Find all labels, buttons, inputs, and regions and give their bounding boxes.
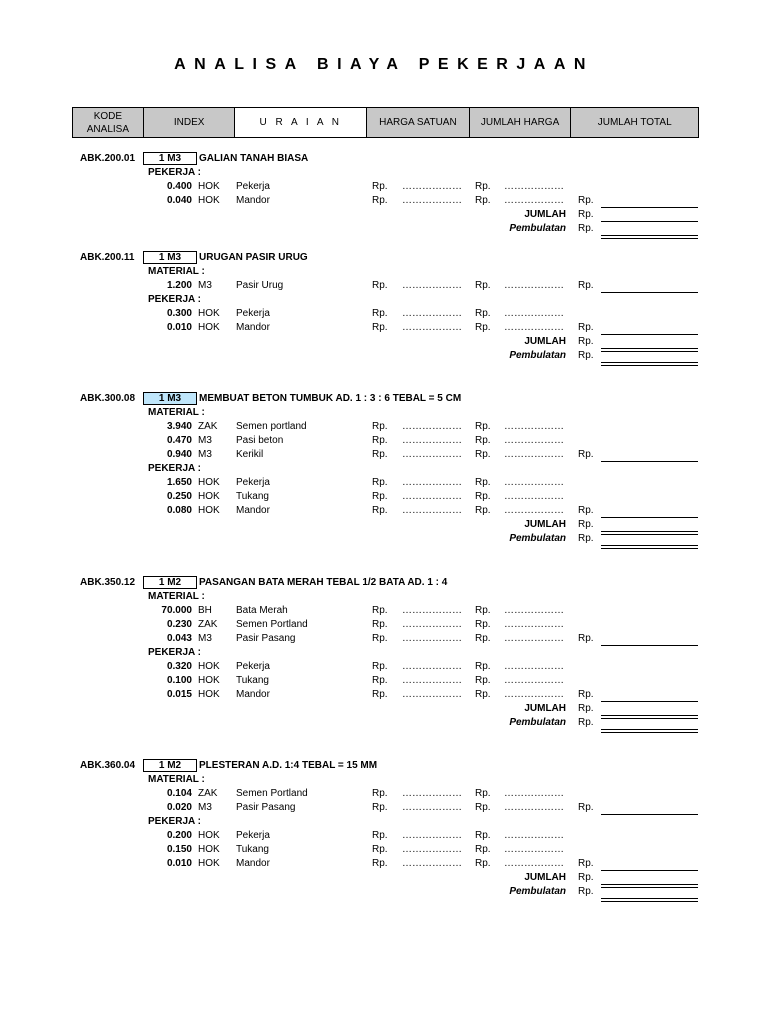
- double-underline: [601, 715, 698, 719]
- harga-satuan-placeholder: ………………: [402, 605, 462, 616]
- jumlah-rp: Rp.: [578, 872, 594, 883]
- item-name: Pekerja: [236, 830, 270, 841]
- item-unit: HOK: [198, 858, 220, 869]
- item-coefficient: 0.250: [166, 491, 192, 502]
- harga-satuan-rp: Rp.: [372, 435, 388, 446]
- item-name: Semen portland: [236, 421, 307, 432]
- item-unit: ZAK: [198, 421, 218, 432]
- jumlah-harga-rp: Rp.: [475, 505, 491, 516]
- harga-satuan-rp: Rp.: [372, 449, 388, 460]
- jumlah-harga-placeholder: ………………: [504, 661, 564, 672]
- item-unit: ZAK: [198, 788, 218, 799]
- table-header: [72, 107, 699, 138]
- section-unit: 1 M2: [143, 759, 197, 772]
- harga-satuan-rp: Rp.: [372, 505, 388, 516]
- group-label: PEKERJA :: [148, 463, 201, 474]
- group-label: MATERIAL :: [148, 266, 205, 277]
- jumlah-harga-placeholder: ………………: [504, 195, 564, 206]
- item-name: Pekerja: [236, 308, 270, 319]
- jumlah-harga-placeholder: ………………: [504, 421, 564, 432]
- jumlah-harga-placeholder: ………………: [504, 280, 564, 291]
- total-underline: [601, 870, 698, 871]
- jumlah-harga-placeholder: ………………: [504, 788, 564, 799]
- item-coefficient: 0.040: [166, 195, 192, 206]
- harga-satuan-rp: Rp.: [372, 605, 388, 616]
- item-unit: HOK: [198, 830, 220, 841]
- harga-satuan-rp: Rp.: [372, 844, 388, 855]
- double-underline: [601, 362, 698, 366]
- double-underline: [601, 545, 698, 549]
- total-underline: [601, 292, 698, 293]
- item-name: Mandor: [236, 322, 270, 333]
- double-underline: [601, 898, 698, 902]
- group-label: PEKERJA :: [148, 647, 201, 658]
- section-code: ABK.200.11: [80, 252, 135, 263]
- item-coefficient: 0.150: [166, 844, 192, 855]
- section-unit: 1 M3: [143, 251, 197, 264]
- harga-satuan-placeholder: ………………: [402, 491, 462, 502]
- jumlah-harga-placeholder: ………………: [504, 308, 564, 319]
- group-label: PEKERJA :: [148, 294, 201, 305]
- item-unit: M3: [198, 280, 212, 291]
- harga-satuan-placeholder: ………………: [402, 675, 462, 686]
- jumlah-rp: Rp.: [578, 703, 594, 714]
- total-underline: [601, 207, 698, 208]
- header-jumlah-harga: JUMLAH HARGA: [470, 108, 572, 137]
- item-name: Pasir Pasang: [236, 802, 296, 813]
- jumlah-harga-placeholder: ………………: [504, 491, 564, 502]
- double-underline: [601, 729, 698, 733]
- pembulatan-label: Pembulatan: [509, 223, 566, 234]
- harga-satuan-rp: Rp.: [372, 788, 388, 799]
- harga-satuan-placeholder: ………………: [402, 195, 462, 206]
- header-index: INDEX: [144, 108, 236, 137]
- harga-satuan-placeholder: ………………: [402, 421, 462, 432]
- item-coefficient: 0.300: [166, 308, 192, 319]
- group-label: MATERIAL :: [148, 407, 205, 418]
- group-label: MATERIAL :: [148, 591, 205, 602]
- harga-satuan-rp: Rp.: [372, 181, 388, 192]
- harga-satuan-placeholder: ………………: [402, 844, 462, 855]
- group-total-rp: Rp.: [578, 689, 594, 700]
- header-jumlah-total: JUMLAH TOTAL: [597, 117, 672, 128]
- item-coefficient: 0.010: [166, 858, 192, 869]
- pembulatan-rp: Rp.: [578, 350, 594, 361]
- pembulatan-label: Pembulatan: [509, 533, 566, 544]
- jumlah-label: JUMLAH: [524, 703, 566, 714]
- harga-satuan-rp: Rp.: [372, 619, 388, 630]
- jumlah-harga-placeholder: ………………: [504, 802, 564, 813]
- harga-satuan-placeholder: ………………: [402, 505, 462, 516]
- section-title: URUGAN PASIR URUG: [199, 252, 308, 263]
- jumlah-harga-rp: Rp.: [475, 477, 491, 488]
- jumlah-harga-rp: Rp.: [475, 689, 491, 700]
- pembulatan-rp: Rp.: [578, 886, 594, 897]
- group-total-rp: Rp.: [578, 505, 594, 516]
- item-coefficient: 0.320: [166, 661, 192, 672]
- harga-satuan-placeholder: ………………: [402, 802, 462, 813]
- item-name: Pekerja: [236, 661, 270, 672]
- jumlah-harga-placeholder: ………………: [504, 689, 564, 700]
- harga-satuan-rp: Rp.: [372, 308, 388, 319]
- jumlah-harga-rp: Rp.: [475, 675, 491, 686]
- item-coefficient: 0.104: [166, 788, 192, 799]
- double-underline: [601, 348, 698, 352]
- item-unit: BH: [198, 605, 212, 616]
- item-coefficient: 0.100: [166, 675, 192, 686]
- jumlah-harga-rp: Rp.: [475, 619, 491, 630]
- total-underline: [601, 701, 698, 702]
- item-coefficient: 0.200: [166, 830, 192, 841]
- item-name: Mandor: [236, 195, 270, 206]
- harga-satuan-rp: Rp.: [372, 280, 388, 291]
- jumlah-harga-placeholder: ………………: [504, 505, 564, 516]
- harga-satuan-placeholder: ………………: [402, 280, 462, 291]
- item-coefficient: 70.000: [161, 605, 192, 616]
- page-title: ANALISA BIAYA PEKERJAAN: [174, 56, 594, 73]
- item-coefficient: 0.940: [166, 449, 192, 460]
- pembulatan-rp: Rp.: [578, 533, 594, 544]
- header-uraian: U R A I A N: [235, 108, 367, 137]
- jumlah-label: JUMLAH: [524, 209, 566, 220]
- harga-satuan-rp: Rp.: [372, 802, 388, 813]
- section-unit: 1 M3: [143, 392, 197, 405]
- item-unit: ZAK: [198, 619, 218, 630]
- double-underline: [601, 235, 698, 239]
- jumlah-harga-rp: Rp.: [475, 844, 491, 855]
- pembulatan-label: Pembulatan: [509, 886, 566, 897]
- section-title: GALIAN TANAH BIASA: [199, 153, 309, 164]
- item-name: Semen Portland: [236, 619, 308, 630]
- item-coefficient: 0.010: [166, 322, 192, 333]
- item-unit: HOK: [198, 505, 220, 516]
- jumlah-harga-rp: Rp.: [475, 858, 491, 869]
- jumlah-harga-placeholder: ………………: [504, 605, 564, 616]
- section-code: ABK.300.08: [80, 393, 136, 404]
- harga-satuan-rp: Rp.: [372, 491, 388, 502]
- item-coefficient: 0.230: [166, 619, 192, 630]
- jumlah-harga-placeholder: ………………: [504, 844, 564, 855]
- harga-satuan-placeholder: ………………: [402, 181, 462, 192]
- item-coefficient: 0.080: [166, 505, 192, 516]
- item-unit: HOK: [198, 181, 220, 192]
- jumlah-label: JUMLAH: [524, 872, 566, 883]
- group-label: PEKERJA :: [148, 816, 201, 827]
- item-name: Tukang: [236, 491, 269, 502]
- item-name: Pasi beton: [236, 435, 284, 446]
- item-coefficient: 0.015: [166, 689, 192, 700]
- harga-satuan-rp: Rp.: [372, 661, 388, 672]
- jumlah-harga-placeholder: ………………: [504, 675, 564, 686]
- harga-satuan-placeholder: ………………: [402, 689, 462, 700]
- harga-satuan-rp: Rp.: [372, 195, 388, 206]
- jumlah-harga-placeholder: ………………: [504, 477, 564, 488]
- item-name: Mandor: [236, 689, 270, 700]
- pembulatan-label: Pembulatan: [509, 350, 566, 361]
- jumlah-harga-placeholder: ………………: [504, 181, 564, 192]
- harga-satuan-rp: Rp.: [372, 477, 388, 488]
- item-coefficient: 0.470: [166, 435, 192, 446]
- item-unit: M3: [198, 802, 212, 813]
- harga-satuan-rp: Rp.: [372, 689, 388, 700]
- harga-satuan-rp: Rp.: [372, 830, 388, 841]
- item-unit: HOK: [198, 844, 220, 855]
- double-underline: [601, 531, 698, 535]
- section-unit: 1 M3: [143, 152, 197, 165]
- harga-satuan-placeholder: ………………: [402, 633, 462, 644]
- jumlah-harga-rp: Rp.: [475, 633, 491, 644]
- jumlah-harga-rp: Rp.: [475, 421, 491, 432]
- jumlah-harga-rp: Rp.: [475, 449, 491, 460]
- pembulatan-rp: Rp.: [578, 223, 594, 234]
- jumlah-harga-rp: Rp.: [475, 322, 491, 333]
- harga-satuan-placeholder: ………………: [402, 322, 462, 333]
- jumlah-harga-rp: Rp.: [475, 605, 491, 616]
- jumlah-rp: Rp.: [578, 519, 594, 530]
- harga-satuan-placeholder: ………………: [402, 449, 462, 460]
- total-underline: [601, 221, 698, 222]
- item-name: Kerikil: [236, 449, 264, 460]
- jumlah-label: JUMLAH: [524, 519, 566, 530]
- jumlah-harga-rp: Rp.: [475, 195, 491, 206]
- item-name: Bata Merah: [236, 605, 288, 616]
- harga-satuan-rp: Rp.: [372, 675, 388, 686]
- double-underline: [601, 884, 698, 888]
- harga-satuan-rp: Rp.: [372, 633, 388, 644]
- section-unit: 1 M2: [143, 576, 197, 589]
- jumlah-harga-rp: Rp.: [475, 181, 491, 192]
- harga-satuan-placeholder: ………………: [402, 435, 462, 446]
- harga-satuan-placeholder: ………………: [402, 661, 462, 672]
- group-total-rp: Rp.: [578, 858, 594, 869]
- group-label: PEKERJA :: [148, 167, 201, 178]
- section-code: ABK.360.04: [80, 760, 136, 771]
- harga-satuan-rp: Rp.: [372, 858, 388, 869]
- item-name: Mandor: [236, 505, 270, 516]
- group-total-rp: Rp.: [578, 802, 594, 813]
- total-underline: [601, 334, 698, 335]
- jumlah-harga-placeholder: ………………: [504, 619, 564, 630]
- group-total-rp: Rp.: [578, 280, 594, 291]
- section-title: PASANGAN BATA MERAH TEBAL 1/2 BATA AD. 1 : 4: [199, 577, 448, 588]
- pembulatan-rp: Rp.: [578, 717, 594, 728]
- jumlah-harga-placeholder: ………………: [504, 830, 564, 841]
- group-total-rp: Rp.: [578, 322, 594, 333]
- total-underline: [601, 814, 698, 815]
- jumlah-rp: Rp.: [578, 336, 594, 347]
- item-name: Tukang: [236, 844, 269, 855]
- jumlah-harga-rp: Rp.: [475, 435, 491, 446]
- item-unit: HOK: [198, 491, 220, 502]
- section-code: ABK.200.01: [80, 153, 136, 164]
- group-total-rp: Rp.: [578, 195, 594, 206]
- total-underline: [601, 645, 698, 646]
- item-coefficient: 3.940: [166, 421, 192, 432]
- item-coefficient: 1.200: [166, 280, 192, 291]
- item-unit: HOK: [198, 477, 220, 488]
- group-total-rp: Rp.: [578, 633, 594, 644]
- total-underline: [601, 517, 698, 518]
- item-coefficient: 1.650: [166, 477, 192, 488]
- group-label: MATERIAL :: [148, 774, 205, 785]
- total-underline: [601, 461, 698, 462]
- item-name: Tukang: [236, 675, 269, 686]
- jumlah-harga-placeholder: ………………: [504, 322, 564, 333]
- jumlah-harga-placeholder: ………………: [504, 435, 564, 446]
- jumlah-harga-rp: Rp.: [475, 802, 491, 813]
- item-unit: M3: [198, 633, 212, 644]
- item-name: Pasir Pasang: [236, 633, 296, 644]
- jumlah-harga-rp: Rp.: [475, 830, 491, 841]
- item-unit: M3: [198, 435, 212, 446]
- harga-satuan-placeholder: ………………: [402, 308, 462, 319]
- item-name: Pekerja: [236, 477, 270, 488]
- item-coefficient: 0.020: [166, 802, 192, 813]
- harga-satuan-placeholder: ………………: [402, 619, 462, 630]
- header-kode-analisa: KODE ANALISA: [73, 108, 144, 137]
- harga-satuan-placeholder: ………………: [402, 788, 462, 799]
- item-unit: HOK: [198, 308, 220, 319]
- jumlah-harga-placeholder: ………………: [504, 633, 564, 644]
- jumlah-label: JUMLAH: [524, 336, 566, 347]
- jumlah-harga-placeholder: ………………: [504, 858, 564, 869]
- section-code: ABK.350.12: [80, 577, 136, 588]
- item-coefficient: 0.400: [166, 181, 192, 192]
- jumlah-harga-placeholder: ………………: [504, 449, 564, 460]
- harga-satuan-placeholder: ………………: [402, 477, 462, 488]
- jumlah-harga-rp: Rp.: [475, 491, 491, 502]
- item-unit: HOK: [198, 195, 220, 206]
- jumlah-harga-rp: Rp.: [475, 308, 491, 319]
- item-unit: HOK: [198, 675, 220, 686]
- jumlah-harga-rp: Rp.: [475, 280, 491, 291]
- item-name: Mandor: [236, 858, 270, 869]
- harga-satuan-rp: Rp.: [372, 322, 388, 333]
- section-title: MEMBUAT BETON TUMBUK AD. 1 : 3 : 6 TEBAL = 5 CM: [199, 393, 462, 404]
- group-total-rp: Rp.: [578, 449, 594, 460]
- item-name: Semen Portland: [236, 788, 308, 799]
- harga-satuan-placeholder: ………………: [402, 858, 462, 869]
- item-coefficient: 0.043: [166, 633, 192, 644]
- jumlah-harga-rp: Rp.: [475, 661, 491, 672]
- item-unit: HOK: [198, 661, 220, 672]
- header-harga-satuan: HARGA SATUAN: [367, 108, 470, 137]
- item-unit: HOK: [198, 322, 220, 333]
- section-title: PLESTERAN A.D. 1:4 TEBAL = 15 MM: [199, 760, 378, 771]
- item-unit: HOK: [198, 689, 220, 700]
- jumlah-rp: Rp.: [578, 209, 594, 220]
- harga-satuan-placeholder: ………………: [402, 830, 462, 841]
- item-name: Pekerja: [236, 181, 270, 192]
- harga-satuan-rp: Rp.: [372, 421, 388, 432]
- jumlah-harga-rp: Rp.: [475, 788, 491, 799]
- item-unit: M3: [198, 449, 212, 460]
- pembulatan-label: Pembulatan: [509, 717, 566, 728]
- item-name: Pasir Urug: [236, 280, 284, 291]
